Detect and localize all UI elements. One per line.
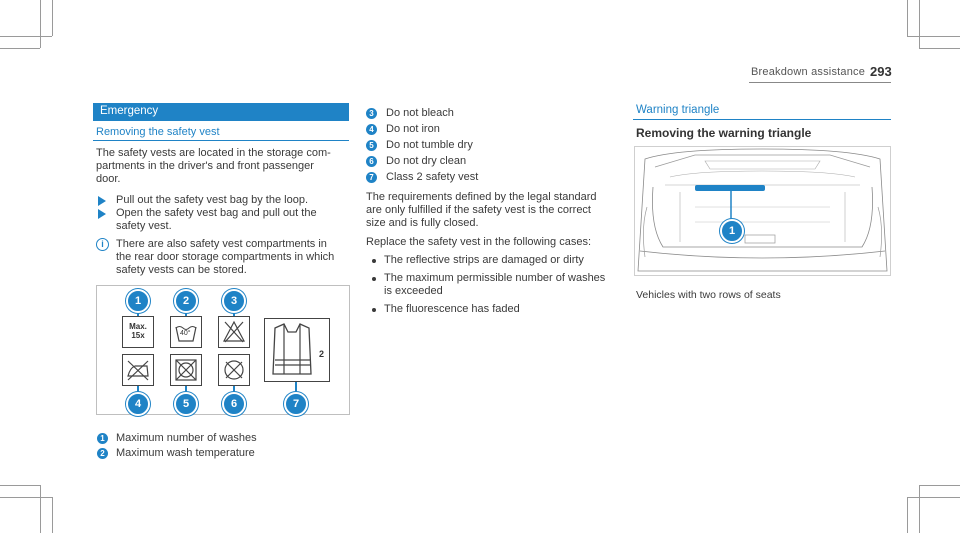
- note-line: safety vests can be stored.: [116, 264, 247, 276]
- heading-removing-vest: Removing the safety vest: [96, 126, 220, 138]
- step-line: Pull out the safety vest bag by the loop.: [116, 194, 309, 206]
- heading-rule: [93, 140, 349, 141]
- crop-mark: [919, 48, 960, 49]
- trunk-callout-1: 1: [720, 219, 744, 243]
- crossed-iron-icon: [123, 355, 153, 385]
- legend-text: Do not iron: [386, 123, 440, 135]
- bullet-line: The fluorescence has faded: [384, 303, 520, 315]
- callout-3: 3: [222, 289, 246, 313]
- section-label: Emergency: [100, 105, 159, 117]
- page-number: 293: [870, 64, 892, 79]
- bullet-dot: [372, 277, 376, 281]
- callout-7: 7: [284, 392, 308, 416]
- step-arrow-icon: [98, 196, 106, 206]
- crop-mark: [907, 497, 960, 498]
- trunk-illustration: [635, 147, 890, 275]
- legend-text: Class 2 safety vest: [386, 171, 479, 183]
- temperature-label: 40°: [180, 330, 191, 337]
- legend-badge: 3: [366, 108, 377, 119]
- crop-mark: [919, 0, 920, 48]
- crossed-triangle-icon: [219, 317, 249, 347]
- trunk-figure: [634, 146, 891, 276]
- requirements-line: size and is fully closed.: [366, 217, 479, 229]
- section-bar: [93, 103, 349, 121]
- intro-line: The safety vests are located in the storage com-: [96, 147, 331, 159]
- crop-mark: [40, 0, 41, 48]
- do-not-iron-symbol: [122, 354, 154, 386]
- crop-mark: [907, 497, 908, 533]
- callout-6: 6: [222, 392, 246, 416]
- intro-line: door.: [96, 173, 121, 185]
- crop-mark: [919, 485, 920, 533]
- requirements-line: are only fulfilled if the safety vest is the correct: [366, 204, 591, 216]
- crop-mark: [907, 0, 908, 36]
- do-not-dry-clean-symbol: [218, 354, 250, 386]
- figure-caption: Vehicles with two rows of seats: [636, 289, 781, 301]
- legend-badge: 7: [366, 172, 377, 183]
- step-line: safety vest.: [116, 220, 172, 232]
- crossed-tumble-icon: [171, 355, 201, 385]
- crop-mark: [919, 485, 960, 486]
- legend-text: Do not bleach: [386, 107, 454, 119]
- max-label: Max.: [129, 322, 147, 331]
- replace-intro: Replace the safety vest in the following cases:: [366, 236, 592, 248]
- max-washes-symbol: [122, 316, 154, 348]
- legend-badge: 6: [366, 156, 377, 167]
- class-2-vest-symbol: [264, 318, 330, 382]
- info-icon: i: [96, 238, 109, 251]
- note-line: There are also safety vest compartments in: [116, 238, 327, 250]
- legend-text: Maximum wash temperature: [116, 447, 255, 459]
- callout-1: 1: [126, 289, 150, 313]
- do-not-tumble-dry-symbol: [170, 354, 202, 386]
- max-count-label: 15x: [131, 331, 145, 340]
- intro-line: partments in the driver's and front passenger: [96, 160, 314, 172]
- crop-mark: [52, 497, 53, 533]
- legend-badge: 1: [97, 433, 108, 444]
- callout-2: 2: [174, 289, 198, 313]
- step-line: Open the safety vest bag and pull out the: [116, 207, 317, 219]
- legend-badge: 5: [366, 140, 377, 151]
- legend-text: Do not dry clean: [386, 155, 467, 167]
- step-arrow-icon: [98, 209, 106, 219]
- bullet-line: is exceeded: [384, 285, 443, 297]
- running-header: Breakdown assistance: [751, 66, 866, 78]
- crop-mark: [0, 485, 40, 486]
- crop-mark: [907, 36, 960, 37]
- crop-mark: [40, 485, 41, 533]
- heading-warning-triangle: Warning triangle: [636, 104, 720, 116]
- bullet-dot: [372, 308, 376, 312]
- legend-badge: 2: [97, 448, 108, 459]
- bullet-line: The reflective strips are damaged or dirty: [384, 254, 584, 266]
- crop-mark: [0, 36, 52, 37]
- crossed-circle-icon: [219, 355, 249, 385]
- heading-removing-triangle: Removing the warning triangle: [636, 126, 812, 140]
- legend-text: Maximum number of washes: [116, 432, 257, 444]
- callout-5: 5: [174, 392, 198, 416]
- legend-badge: 4: [366, 124, 377, 135]
- header-rule: [749, 82, 891, 83]
- note-line: the rear door storage compartments in which: [116, 251, 335, 263]
- do-not-bleach-symbol: [218, 316, 250, 348]
- crop-mark: [52, 0, 53, 36]
- crop-mark: [0, 48, 40, 49]
- vest-class-label: 2: [319, 349, 325, 359]
- wash-temperature-symbol: [170, 316, 202, 348]
- heading-rule: [633, 119, 891, 120]
- safety-vest-icon: [267, 320, 317, 380]
- bullet-line: The maximum permissible number of washes: [384, 272, 606, 284]
- crop-mark: [0, 497, 52, 498]
- bullet-dot: [372, 259, 376, 263]
- legend-text: Do not tumble dry: [386, 139, 473, 151]
- requirements-line: The requirements defined by the legal standard: [366, 191, 597, 203]
- callout-4: 4: [126, 392, 150, 416]
